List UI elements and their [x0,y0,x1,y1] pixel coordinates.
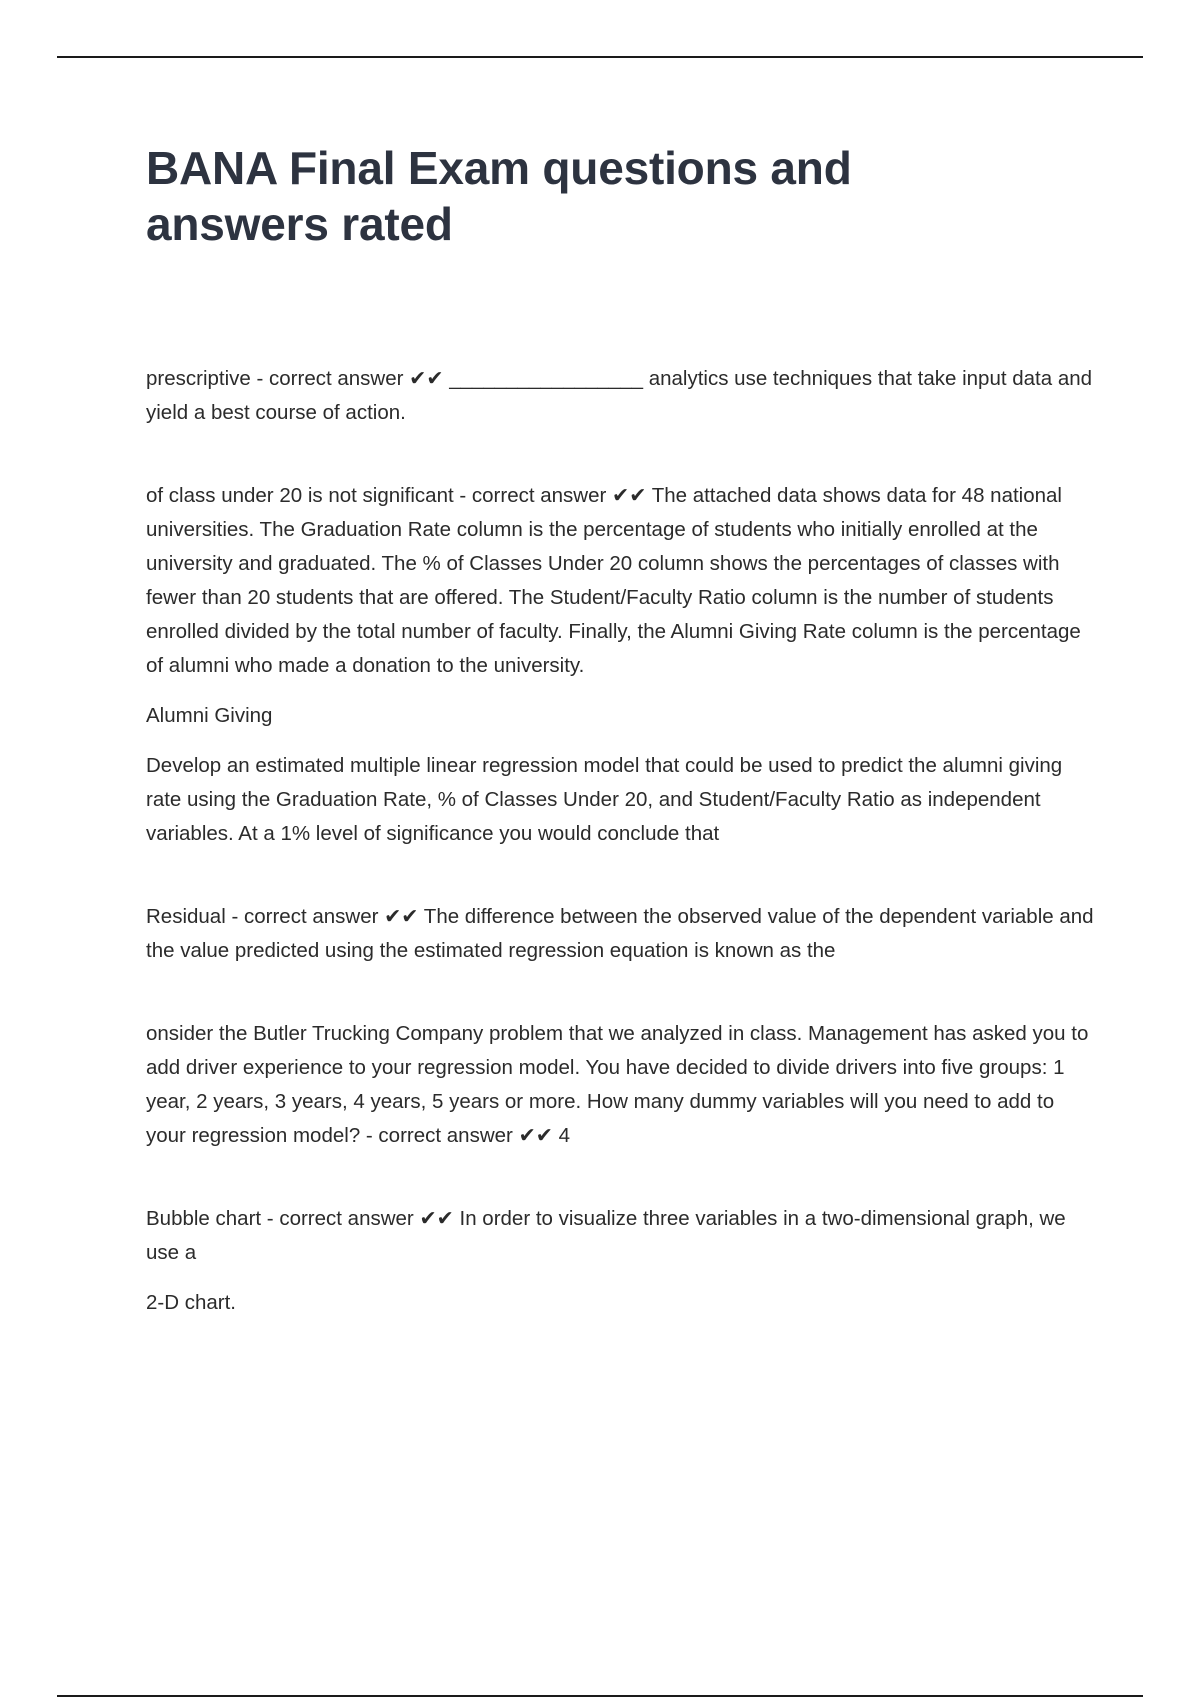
question-block-prescriptive [146,362,1096,430]
question-block-dummy-variables [146,1017,1096,1153]
question-list [146,362,1096,1320]
question-text: onsider the Butler Trucking Company problem that we analyzed in class. Management has asked you to add driver experience to your regression model. You have decided to divide drivers into five groups: 1 year, 2 years, 3 years, 4 years, 5 years or more. How many dummy variables will you need to add to your regression model? - correct answer ✔✔ 4 [146,1022,1089,1147]
top-rule [57,56,1143,58]
question-block-bubble-chart [146,1202,1096,1320]
question-text: Residual - correct answer ✔✔ The difference between the observed value of the dependent variable and the value predicted using the estimated regression equation is known as the [146,905,1094,962]
question-text: Develop an estimated multiple linear regression model that could be used to predict the alumni giving rate using the Graduation Rate, % of Classes Under 20, and Student/Faculty Ratio as independent variables. At a 1% level of significance you would conclude that [146,754,1063,845]
question-text: Bubble chart - correct answer ✔✔ In order to visualize three variables in a two-dimensional graph, we use a [146,1207,1066,1264]
question-block-residual [146,900,1096,968]
document-title [146,140,1096,252]
question-subheading: Alumni Giving [146,704,273,727]
question-text: 2-D chart. [146,1291,236,1314]
title-line-2: answers rated [146,198,453,250]
question-text: of class under 20 is not significant - correct answer ✔✔ The attached data shows data for 48 national universities. The Graduation Rate column is the percentage of students who initially enrolled at the university and graduated. The % of Classes Under 20 column shows the percentages of classes with fewer than 20 students that are offered. The Student/Faculty Ratio column is the number of students enrolled divided by the total number of faculty. Finally, the Alumni Giving Rate column is the percentage of alumni who made a donation to the university. [146,484,1081,677]
bottom-rule [57,1695,1143,1697]
question-text: prescriptive - correct answer ✔✔ _________________ analytics use techniques that take input data and yield a best course of action. [146,367,1093,424]
question-block-alumni-giving [146,479,1096,851]
page-content [146,140,1096,1369]
title-line-1: BANA Final Exam questions and [146,142,852,194]
